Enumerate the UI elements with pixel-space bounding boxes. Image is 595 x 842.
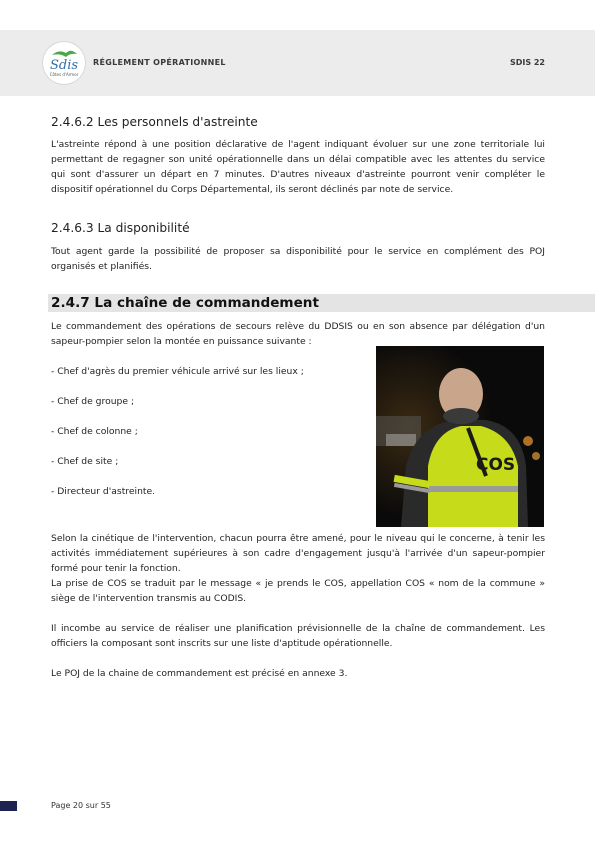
paragraph-prise-cos: La prise de COS se traduit par le message « je prends le COS, appellation COS « nom de la commune » siège de l'intervention transmis au CODIS. xyxy=(51,578,545,604)
list-item: - Directeur d'astreinte. xyxy=(51,486,156,497)
firefighter-cos-photo xyxy=(376,346,544,527)
list-item: - Chef d'agrès du premier véhicule arrivé sur les lieux ; xyxy=(51,366,304,377)
section-heading-2463: 2.4.6.3 La disponibilité xyxy=(51,221,190,235)
organization-label: SDIS 22 xyxy=(509,58,545,67)
page-number: Page 20 sur 55 xyxy=(51,801,111,810)
section-heading-2462: 2.4.6.2 Les personnels d'astreinte xyxy=(51,115,258,129)
paragraph-astreinte: L'astreinte répond à une position déclarative de l'agent indiquant évoluer sur une zone territoriale lui permettant de regagner son unité opérationnelle dans un délai compatible avec les attentes du service qui sont d'assurer un départ en 7 minutes. D'autres niveaux d'astreinte pourront venir compléter le dispositif opérationnel du Corps Départemental, ils seront déclinés par note de service. xyxy=(51,139,545,195)
footer-accent-bar xyxy=(0,801,17,811)
paragraph-poj: Le POJ de la chaine de commandement est précisé en annexe 3. xyxy=(51,668,348,679)
list-item: - Chef de groupe ; xyxy=(51,396,135,407)
paragraph-commandement-intro: Le commandement des opérations de secours relève du DDSIS ou en son absence par délégation d'un sapeur-pompier selon la montée en puissance suivante : xyxy=(51,321,545,347)
paragraph-planification: Il incombe au service de réaliser une planification prévisionnelle de la chaîne de commandement. Les officiers la composant sont inscrits sur une liste d'aptitude opérationnelle. xyxy=(51,623,545,649)
paragraph-disponibilite: Tout agent garde la possibilité de proposer sa disponibilité pour le service en complément des POJ organisés et planifiés. xyxy=(51,246,545,272)
list-item: - Chef de site ; xyxy=(51,456,119,467)
svg-text:Côtes d'Armor: Côtes d'Armor xyxy=(49,72,79,77)
sdis-logo xyxy=(43,42,85,84)
paragraph-cinetique: Selon la cinétique de l'intervention, chacun pourra être amené, pour le niveau qui le concerne, à tenir les activités immédiatement supérieures à son cadre d'engagement jusqu'à l'arrivée d'un sapeur-pompier formé pour tenir la fonction. xyxy=(51,533,545,574)
document-title: RÉGLEMENT OPÉRATIONNEL xyxy=(93,58,226,67)
page-header xyxy=(0,30,595,96)
section-heading-247: 2.4.7 La chaîne de commandement xyxy=(51,295,319,311)
list-item: - Chef de colonne ; xyxy=(51,426,138,437)
vest-cos-label: COS xyxy=(476,455,516,475)
svg-text:Sdis: Sdis xyxy=(49,58,79,73)
